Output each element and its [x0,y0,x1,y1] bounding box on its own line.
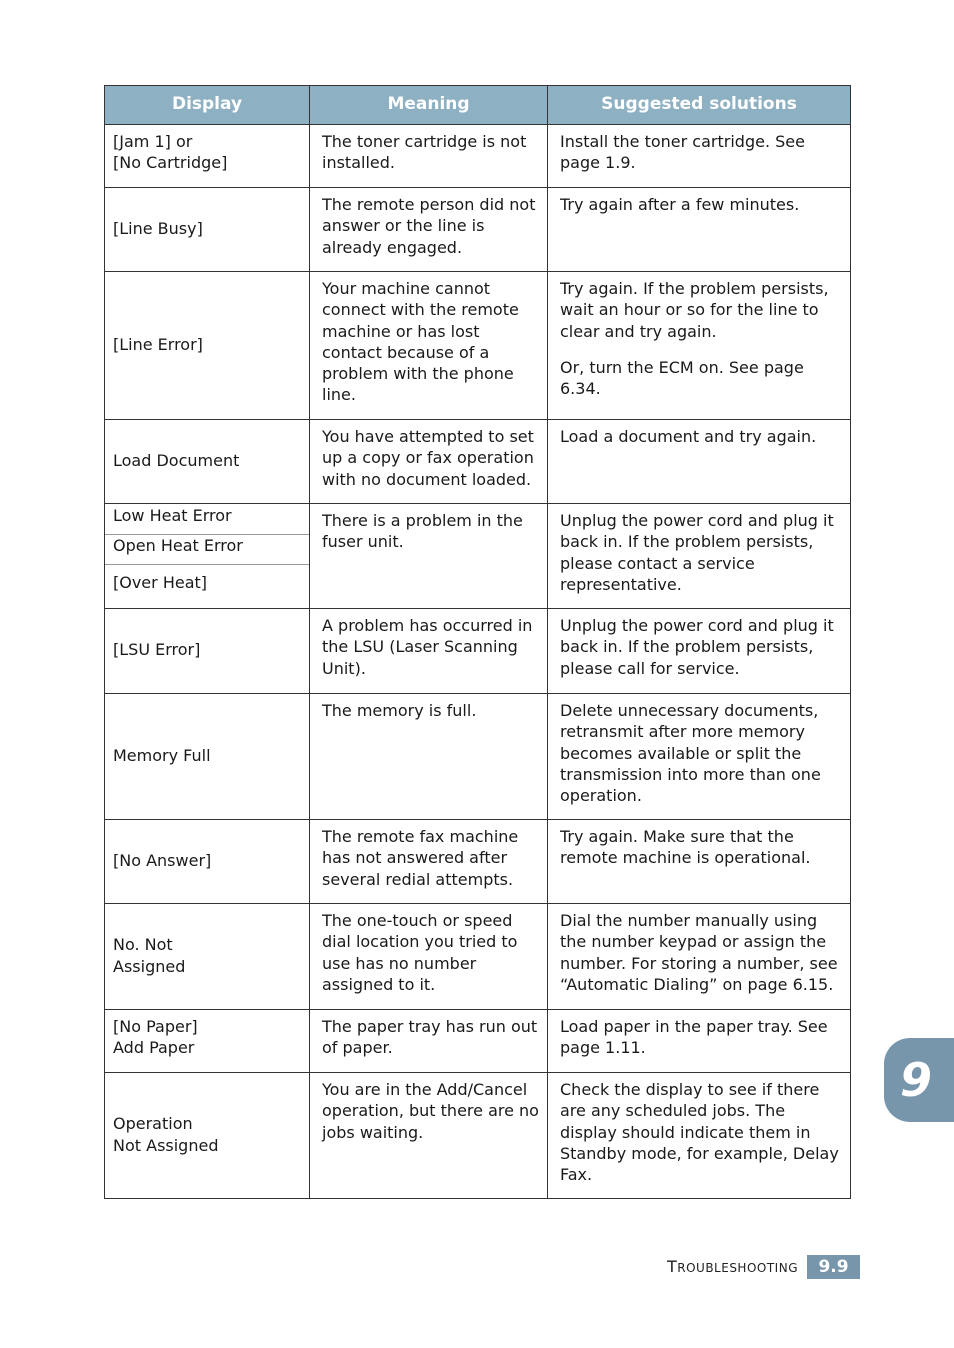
section-title-rest: ROUBLESHOOTING [677,1261,798,1275]
meaning-cell: You have attempted to set up a copy or fax operation with no document loaded. [310,420,548,504]
table-row [105,904,851,1010]
display-message: [No Cartridge] [113,153,228,173]
solution-text: Load a document and try again. [560,427,817,446]
display-message: [Jam 1] or [113,132,193,151]
display-message: [Line Error] [113,334,203,354]
solution-cell [548,609,851,694]
display-cell [105,609,310,694]
table-row [105,820,851,904]
meaning-cell: The one-touch or speed dial location you tried to use has no number assigned to it. [310,904,548,1010]
solution-text: Unplug the power cord and plug it back in. If the problem persists, please call for service. [560,616,834,678]
display-cell [105,1073,310,1199]
display-message: [No Paper] [113,1017,198,1036]
display-message: [No Answer] [113,850,212,870]
display-message: Operation [113,1114,193,1134]
solution-cell [548,272,851,420]
table-row [105,609,851,694]
display-message: [Line Busy] [113,218,203,238]
solution-text: Delete unnecessary documents, retransmit after more memory becomes available or split the transmission into more than one operation. [560,701,821,806]
display-cell [105,272,310,420]
page-number: 9.9 [807,1255,860,1279]
column-header-display: Display [105,86,310,125]
display-cell [105,694,310,820]
display-message: No. Not [113,935,173,955]
display-message: [LSU Error] [113,640,201,660]
display-cell [105,1010,310,1073]
solution-text: Try again. If the problem persists, wait an hour or so for the line to clear and try again. [560,279,829,341]
display-message: Memory Full [113,745,211,765]
display-cell [105,820,310,904]
chapter-tab: 9 [884,1038,954,1122]
meaning-cell: The paper tray has run out of paper. [310,1010,548,1073]
solution-cell [548,694,851,820]
table-header-row [105,86,851,125]
meaning-cell: You are in the Add/Cancel operation, but there are no jobs waiting. [310,1073,548,1199]
table-row [105,420,851,504]
meaning-cell: The toner cartridge is not installed. [310,125,548,188]
table-row [105,188,851,272]
solution-cell [548,125,851,188]
table-row [105,1010,851,1073]
meaning-cell: A problem has occurred in the LSU (Laser Scanning Unit). [310,609,548,694]
table-row [105,125,851,188]
solution-cell [548,1073,851,1199]
column-header-meaning: Meaning [310,86,548,125]
solution-text: Try again after a few minutes. [560,195,800,214]
meaning-cell: The remote person did not answer or the line is already engaged. [310,188,548,272]
display-message: Assigned [113,956,186,976]
solution-cell [548,904,851,1010]
solution-cell [548,820,851,904]
solution-text: Load paper in the paper tray. See page 1.11. [560,1017,828,1058]
display-message: Add Paper [113,1038,195,1058]
column-header-solutions: Suggested solutions [548,86,851,125]
troubleshooting-table [104,85,851,1199]
display-message: Open Heat Error [105,535,309,565]
display-message: Load Document [113,450,240,470]
table-row [105,504,851,609]
display-cell [105,125,310,188]
display-message: Low Heat Error [105,504,309,535]
solution-text: Check the display to see if there are any scheduled jobs. The display should indicate them in Standby mode, for example, Delay Fax. [560,1080,839,1185]
display-cell [105,504,310,609]
page-footer [600,1255,860,1279]
meaning-cell: There is a problem in the fuser unit. [310,504,548,609]
solution-cell [548,420,851,504]
table-row [105,694,851,820]
display-cell [105,904,310,1010]
meaning-cell: The remote fax machine has not answered after several redial attempts. [310,820,548,904]
table-row [105,272,851,420]
solution-text: Unplug the power cord and plug it back in. If the problem persists, please contact a service representative. [560,511,834,594]
solution-cell [548,1010,851,1073]
display-message: Not Assigned [113,1135,219,1155]
solution-text: Try again. Make sure that the remote machine is operational. [560,827,811,868]
meaning-cell: The memory is full. [310,694,548,820]
table-row [105,1073,851,1199]
solution-text: Install the toner cartridge. See page 1.9. [560,132,805,173]
section-title [667,1257,798,1278]
meaning-cell: Your machine cannot connect with the remote machine or has lost contact because of a problem with the phone line. [310,272,548,420]
solution-cell [548,504,851,609]
solution-cell [548,188,851,272]
display-cell [105,188,310,272]
display-cell [105,420,310,504]
solution-text: Dial the number manually using the number keypad or assign the number. For storing a number, see “Automatic Dialing” on page 6.15. [560,911,838,994]
solution-text: Or, turn the ECM on. See page 6.34. [560,357,804,399]
section-title-initial: T [666,1257,678,1276]
display-message: [Over Heat] [113,573,208,592]
